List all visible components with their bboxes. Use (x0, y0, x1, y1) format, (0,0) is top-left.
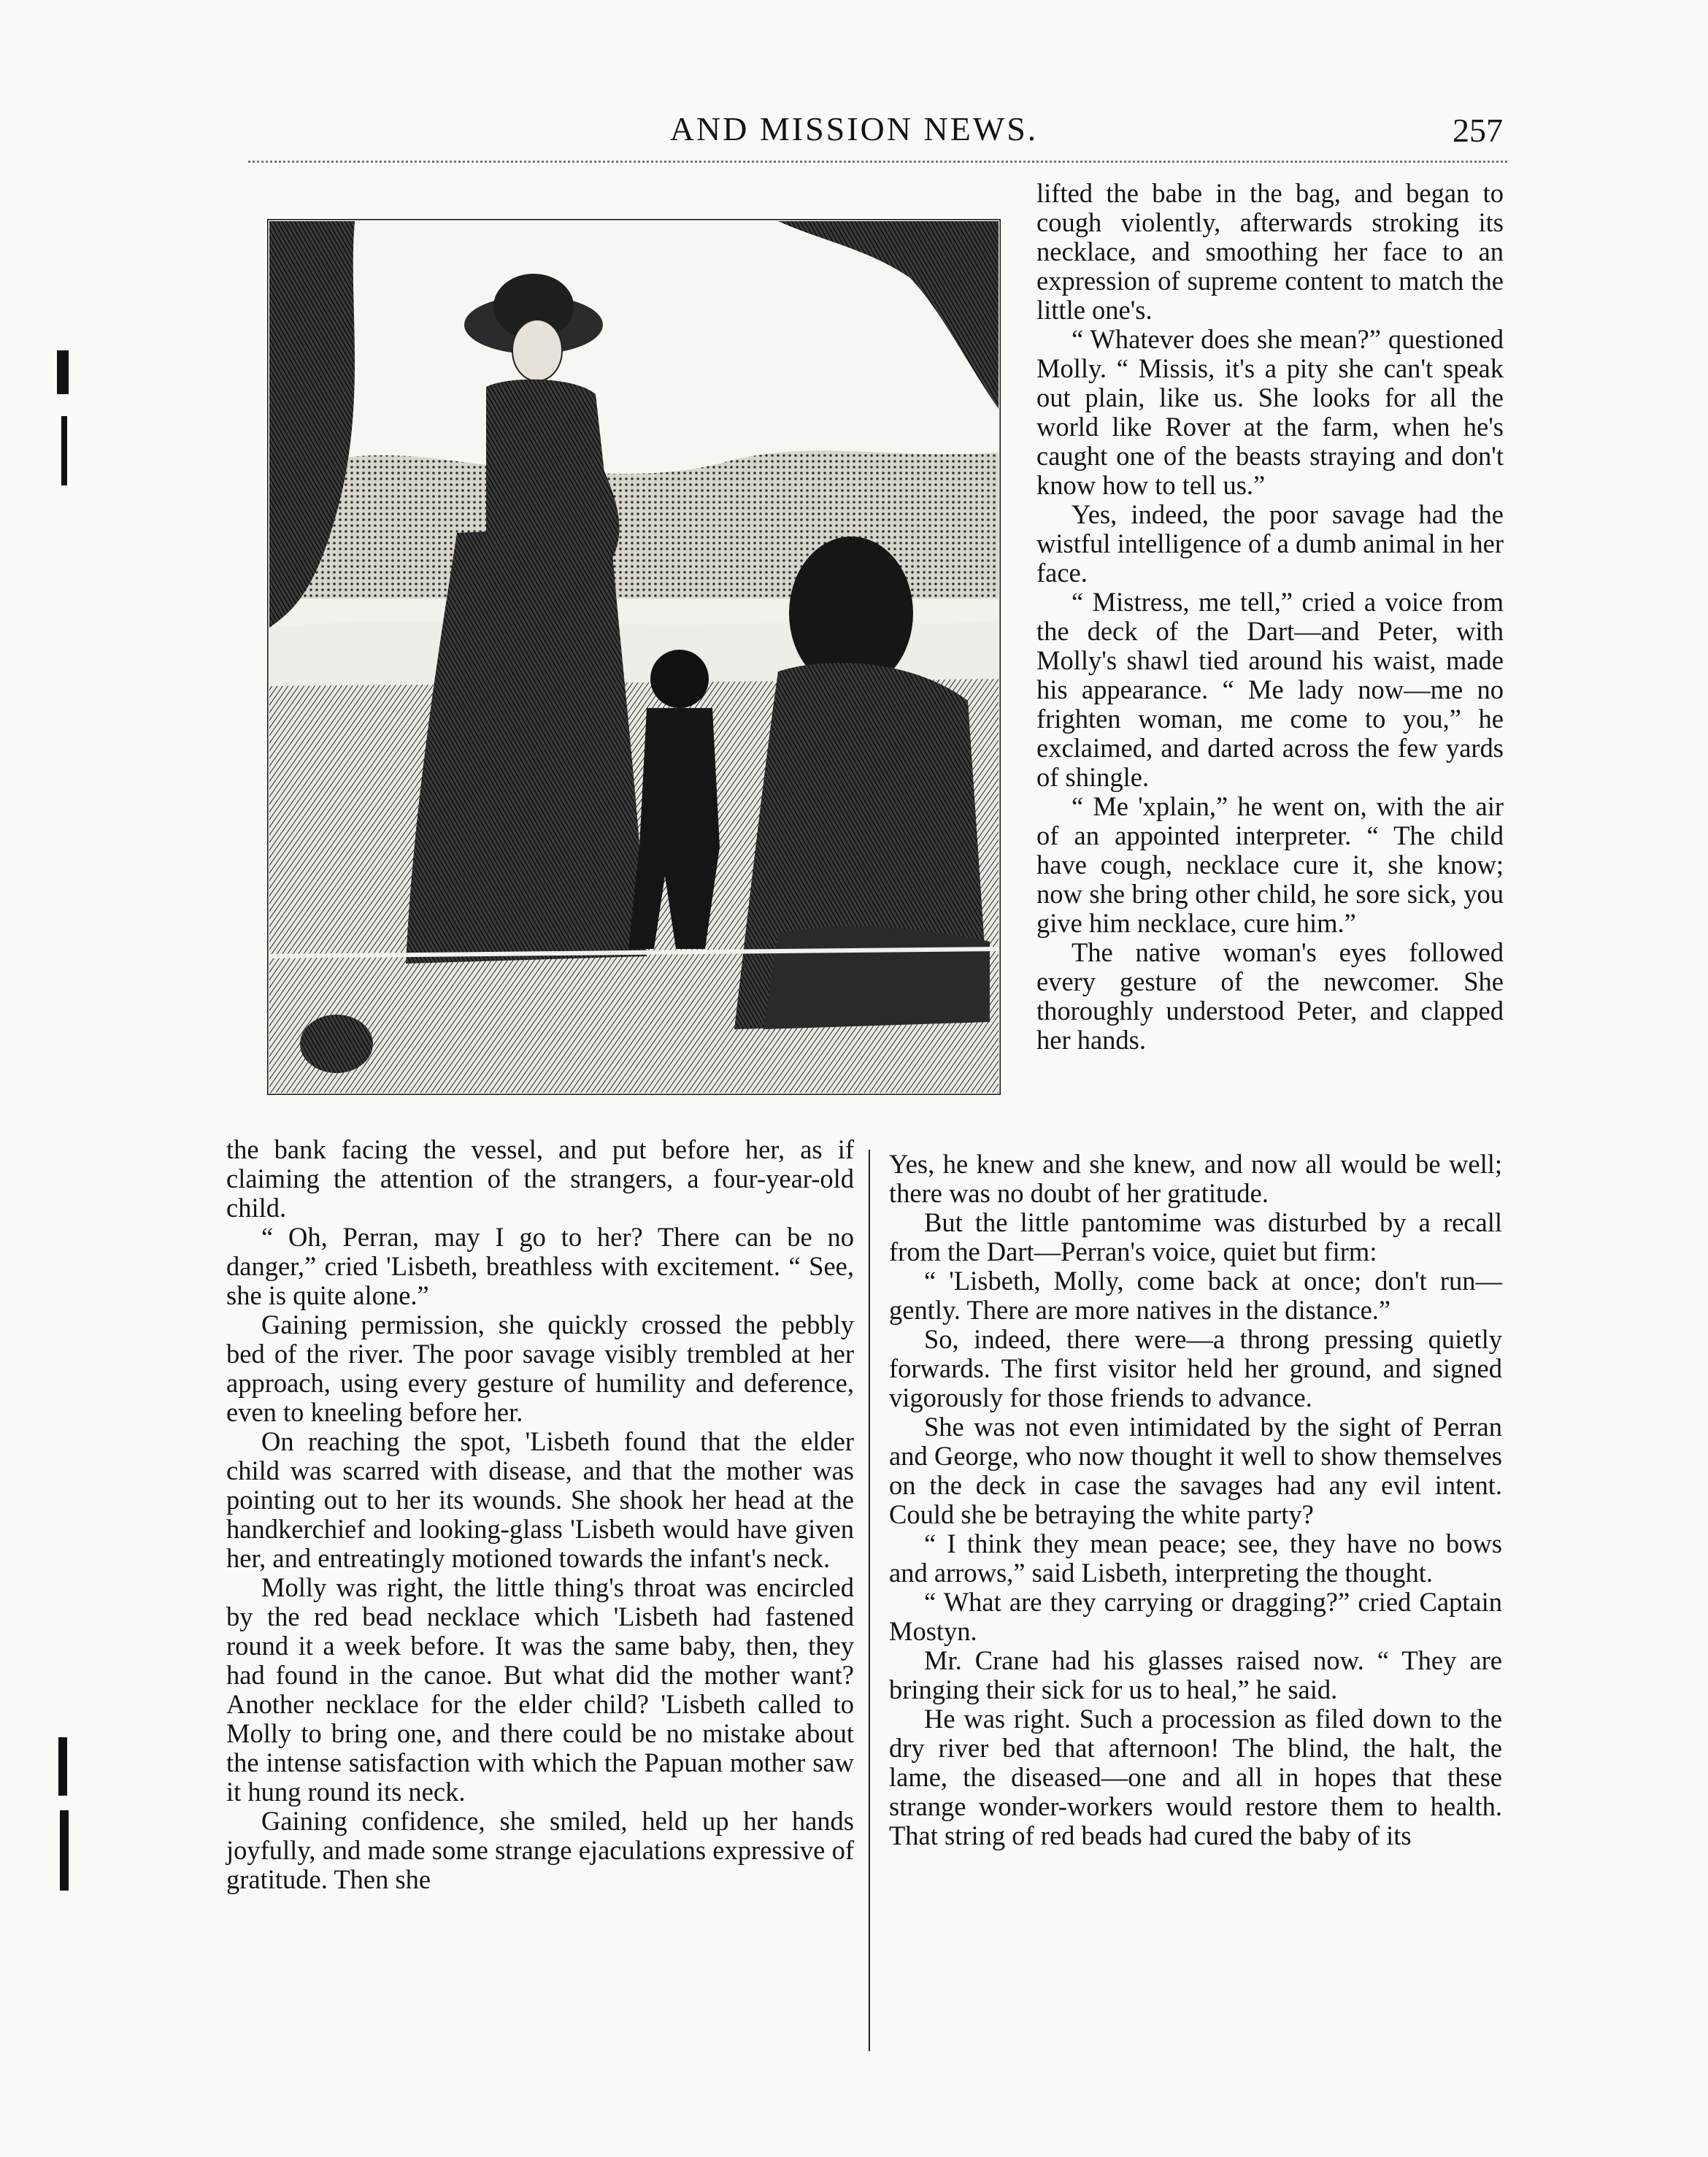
paragraph: “ Mistress, me tell,” cried a voice from the deck of the Dart—and Peter, with Molly's shawl tied around his waist, made his appearance. “ Me lady now—me no frighten woman, me come to you,” he exclaimed, and darted across the few yards of shingle. (1036, 587, 1504, 792)
column-right-top (1036, 179, 1504, 1055)
margin-mark (57, 350, 69, 394)
paragraph: “ Whatever does she mean?” questioned Molly. “ Missis, it's a pity she can't speak out plain, like us. She looks for all the world like Rover at the farm, when he's caught one of the beasts straying and don't know how to tell us.” (1036, 324, 1504, 500)
paragraph: “ Me 'xplain,” he went on, with the air of an appointed interpreter. “ The child have cough, necklace cure it, she know; now she bring other child, he sore sick, you give him necklace, cure him.” (1036, 791, 1504, 938)
paragraph: So, indeed, there were—a throng pressing quietly forwards. The first visitor held her ground, and signed vigorously for those friends to advance. (889, 1324, 1502, 1412)
paragraph: “ What are they carrying or dragging?” cried Captain Mostyn. (889, 1587, 1502, 1646)
paragraph: Molly was right, the little thing's throat was encircled by the red bead necklace which 'Lisbeth had fastened round it a week before. It was the same baby, then, they had found in the canoe. But what did the mother want? Another necklace for the elder child? 'Lisbeth called to Molly to bring one, and there could be no mistake about the intense satisfaction with which the Papuan mother saw it hung round its neck. (226, 1572, 854, 1807)
header-rule (248, 161, 1507, 163)
paragraph: Gaining permission, she quickly crossed the pebbly bed of the river. The poor savage visibly trembled at her approach, using every gesture of humility and deference, even to kneeling before her. (226, 1310, 854, 1427)
paragraph: lifted the babe in the bag, and began to cough violently, afterwards stroking its necklace, and smoothing her face to an expression of supreme content to match the little one's. (1036, 178, 1504, 325)
paragraph: “ Oh, Perran, may I go to her? There can be no danger,” cried 'Lisbeth, breathless with excitement. “ See, she is quite alone.” (226, 1222, 854, 1310)
paragraph: But the little pantomime was disturbed by a recall from the Dart—Perran's voice, quiet but firm: (889, 1207, 1502, 1266)
paragraph: Yes, he knew and she knew, and now all would be well; there was no doubt of her gratitude. (889, 1149, 1502, 1208)
paragraph: The native woman's eyes followed every gesture of the newcomer. She thoroughly understood Peter, and clapped her hands. (1036, 937, 1504, 1055)
page-header (0, 109, 1708, 153)
paragraph: the bank facing the vessel, and put before her, as if claiming the attention of the strangers, a four-year-old child. (226, 1134, 854, 1223)
column-right-bottom (889, 1150, 1502, 1850)
column-left-bottom (226, 1135, 854, 1894)
paragraph: Mr. Crane had his glasses raised now. “ They are bringing their sick for us to heal,” he said. (889, 1645, 1502, 1704)
running-title: AND MISSION NEWS. (669, 110, 1039, 147)
paragraph: “ 'Lisbeth, Molly, come back at once; don't run—gently. There are more natives in the distance.” (889, 1266, 1502, 1325)
paragraph: Gaining confidence, she smiled, held up her hands joyfully, and made some strange ejaculations expressive of gratitude. Then she (226, 1806, 854, 1894)
paragraph: “ I think they mean peace; see, they have no bows and arrows,” said Lisbeth, interpreting the thought. (889, 1529, 1502, 1588)
paragraph: He was right. Such a procession as filed down to the dry river bed that afternoon! The blind, the halt, the lame, the diseased—one and all in hopes that these strange wonder-workers would restore them to health. That string of red beads had cured the baby of its (889, 1704, 1502, 1850)
paragraph: She was not even intimidated by the sight of Perran and George, who now thought it well to show themselves on the deck in case the savages had any evil intent. Could she be betraying the white party? (889, 1412, 1502, 1529)
margin-mark (58, 1737, 67, 1796)
paragraph: On reaching the spot, 'Lisbeth found that the elder child was scarred with disease, and that the mother was pointing out to her its wounds. She shook her head at the handkerchief and looking-glass 'Lisbeth would have given her, and entreatingly motioned towards the infant's neck. (226, 1426, 854, 1573)
column-divider (869, 1150, 870, 2051)
page-number: 257 (1453, 112, 1503, 149)
margin-mark (61, 416, 67, 485)
engraving-illustration (267, 219, 1001, 1095)
margin-mark (60, 1810, 69, 1891)
paragraph: Yes, indeed, the poor savage had the wistful intelligence of a dumb animal in her face. (1036, 499, 1504, 588)
